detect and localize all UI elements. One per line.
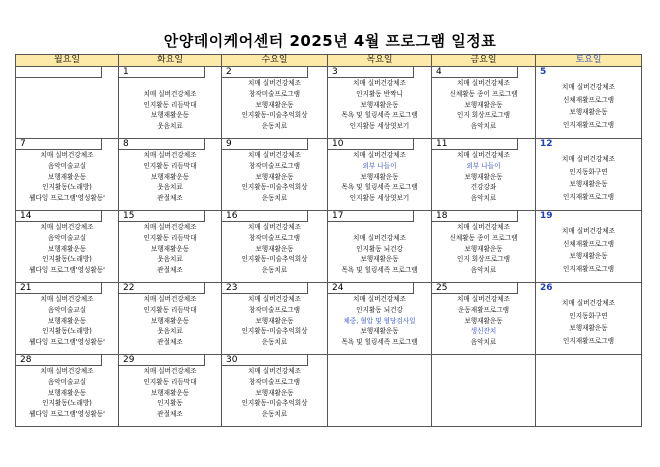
day-cell (16, 139, 119, 211)
program-item: 창작미술프로그램 (249, 89, 300, 98)
day-number: 30 (222, 355, 308, 366)
program-item: 인지 회상프로그램 (456, 111, 511, 120)
program-item: 보행재활운동 (47, 172, 87, 181)
program-item: 인지동화구연 (569, 167, 608, 176)
program-item (328, 222, 431, 233)
program-item: 운동치료 (261, 410, 288, 419)
program-item: 음악치료 (470, 266, 497, 275)
program-item: 보행재활운동 (360, 100, 399, 109)
program-item: 창작미술프로그램 (249, 305, 300, 314)
program-item: 체중, 혈압 및 혈당검사일 (343, 316, 416, 325)
day-number: 29 (119, 355, 205, 366)
day-number: 24 (328, 283, 414, 294)
weekday-tue: 화요일 (119, 55, 222, 67)
program-item: 창작미술프로그램 (249, 377, 300, 386)
program-item: 인지활동 리듬막대 (143, 161, 197, 170)
program-list (432, 294, 535, 348)
program-item: 치매 실버건강체조 (143, 367, 197, 375)
program-item: 보행재활운동 (255, 100, 294, 109)
program-item: 보행재활운동 (150, 388, 190, 397)
program-item: 보행재활운동 (255, 388, 294, 397)
day-number: 19 (536, 211, 622, 222)
day-number: 1 (119, 67, 205, 78)
day-cell (222, 211, 328, 283)
program-item: 생신잔치 (470, 327, 497, 336)
program-item: 보행재활운동 (47, 316, 87, 325)
program-item: 치매 실버건강체조 (352, 79, 407, 87)
program-item: 치매 실버건강체조 (143, 151, 197, 159)
program-item: 목욕 및 힐링세족 프로그램 (341, 183, 418, 192)
program-item: 인지활동 세상엿보기 (349, 122, 410, 131)
program-list (536, 297, 641, 347)
week-row (16, 211, 642, 283)
program-item: 치매 실버건강체조 (456, 79, 511, 87)
program-list (328, 78, 431, 132)
program-list (16, 366, 118, 420)
day-cell (16, 355, 119, 427)
day-number: 4 (432, 67, 518, 78)
day-cell (328, 283, 432, 355)
program-item: 인지활동(노래방) (42, 183, 92, 192)
day-number: 10 (328, 139, 414, 150)
day-number: 25 (432, 283, 518, 294)
day-number: 15 (119, 211, 205, 222)
program-item: 인지활동(노래방) (42, 327, 92, 336)
program-list (432, 222, 535, 276)
day-number: 17 (328, 211, 414, 222)
program-item: 인지재활프로그램 (563, 192, 614, 201)
program-item: 운동치료 (261, 266, 288, 275)
program-item: 운동치료 (261, 194, 288, 203)
program-item: 인지활동 리듬막대 (143, 233, 197, 242)
day-number: 7 (16, 139, 102, 150)
program-item: 치매 실버건강체조 (247, 295, 302, 303)
day-number: 22 (119, 283, 205, 294)
day-number: 11 (432, 139, 518, 150)
program-list (16, 294, 118, 348)
program-item: 인지재활프로그램 (563, 264, 614, 273)
program-item (119, 78, 221, 89)
program-item: 치매 실버건강체조 (352, 233, 407, 242)
program-list (119, 294, 221, 348)
day-cell (16, 283, 119, 355)
program-item: 인지활동-미술추억회상 (241, 183, 308, 192)
program-item: 치매 실버건강체조 (247, 367, 302, 375)
program-item: 보행재활운동 (464, 316, 503, 325)
day-cell (222, 139, 328, 211)
day-cell (119, 211, 222, 283)
day-cell (536, 283, 642, 355)
program-item: 치매 실버건강체조 (40, 223, 94, 231)
program-item: 치매 실버건강체조 (561, 299, 616, 307)
program-item: 신체재활프로그램 (563, 239, 614, 248)
day-number: 12 (536, 139, 622, 150)
program-item: 보행재활운동 (464, 244, 503, 253)
program-item: 치매 실버건강체조 (143, 223, 197, 231)
program-item: 치매 실버건강체조 (352, 295, 407, 303)
program-item: 치매 실버건강체조 (143, 295, 197, 303)
program-list (222, 78, 327, 132)
program-item: 인지활동(노래방) (42, 255, 92, 264)
day-cell (119, 283, 222, 355)
program-item: 치매 실버건강체조 (143, 89, 197, 98)
day-cell (328, 211, 432, 283)
program-item: 창작미술프로그램 (249, 161, 300, 170)
day-cell (222, 283, 328, 355)
program-list (119, 150, 221, 204)
program-item: 관절체조 (157, 194, 183, 203)
program-item: 음악미술교실 (47, 377, 87, 386)
program-item: 보행재활운동 (464, 172, 503, 181)
day-cell (536, 211, 642, 283)
program-item: 웃음치료 (157, 183, 183, 192)
program-item: 관절체조 (157, 266, 183, 275)
day-number: 23 (222, 283, 308, 294)
program-item: 음악치료 (470, 122, 497, 131)
program-item: 보행재활운동 (360, 327, 399, 336)
program-item: 인지활동 뇌건강 (356, 305, 403, 314)
week-row (16, 355, 642, 427)
program-item: 인지활동-미술추억회상 (241, 255, 308, 264)
program-item: 보행재활운동 (360, 172, 399, 181)
program-list (328, 222, 431, 276)
program-item: 관절체조 (157, 410, 183, 419)
program-item: 인지활동 리듬막대 (143, 377, 197, 386)
program-list (222, 222, 327, 276)
day-cell (222, 67, 328, 139)
program-item: 인지활동 리듬막대 (143, 305, 197, 314)
program-item: 인지활동-미술추억회상 (241, 399, 308, 408)
program-list (119, 78, 221, 132)
program-item: 인지활동-미술추억회상 (241, 327, 308, 336)
program-item: 치매 실버건강체조 (40, 367, 94, 375)
day-number: 9 (222, 139, 308, 150)
day-number: 5 (536, 67, 622, 78)
program-item: 치매 실버건강체조 (561, 83, 616, 91)
program-item: 인지활동 뇌건강 (356, 244, 403, 253)
program-item: 웰다잉 프로그램'영성활동' (29, 410, 105, 419)
program-item: 창작미술프로그램 (249, 233, 300, 242)
weekday-header-row (16, 55, 642, 67)
week-row (16, 139, 642, 211)
day-number: 18 (432, 211, 518, 222)
day-cell (536, 355, 642, 427)
program-list (432, 78, 535, 132)
program-item: 보행재활운동 (360, 255, 399, 264)
program-list (222, 150, 327, 204)
program-item: 목욕 및 힐링세족 프로그램 (341, 111, 418, 120)
day-number: 21 (16, 283, 102, 294)
program-list (536, 81, 641, 131)
program-item: 웃음치료 (157, 327, 183, 336)
program-item: 보행재활운동 (464, 100, 503, 109)
day-cell (328, 139, 432, 211)
program-item: 웰다잉 프로그램'영성활동' (29, 266, 105, 275)
day-cell (16, 67, 119, 139)
day-cell (16, 211, 119, 283)
program-list (536, 153, 641, 203)
day-number: 2 (222, 67, 308, 78)
program-item: 인지 회상프로그램 (456, 255, 511, 264)
program-item: 인지활동-미술추억회상 (241, 111, 308, 120)
program-list (119, 222, 221, 276)
program-item: 목욕 및 힐링세족 프로그램 (341, 338, 418, 347)
program-item: 치매 실버건강체조 (247, 79, 302, 87)
program-item: 인지활동(노래방) (42, 399, 92, 408)
program-item: 관절체조 (157, 338, 183, 347)
day-cell (328, 355, 432, 427)
program-item: 보행재활운동 (255, 172, 294, 181)
program-item: 운동치료 (261, 122, 288, 131)
program-item: 보행재활운동 (569, 180, 608, 188)
program-item: 보행재활운동 (150, 316, 190, 325)
program-item: 보행재활운동 (569, 252, 608, 260)
weekday-sat: 토요일 (536, 55, 642, 67)
program-item: 보행재활운동 (150, 244, 190, 253)
program-item: 치매 실버건강체조 (40, 151, 94, 159)
program-item: 인지활동 (157, 399, 183, 408)
day-cell (119, 67, 222, 139)
day-cell (536, 139, 642, 211)
day-cell (432, 283, 536, 355)
program-item: 음악미술교실 (47, 305, 87, 314)
program-item: 치매 실버건강체조 (40, 295, 94, 303)
program-item: 인지재활프로그램 (563, 120, 614, 129)
program-item: 치매 실버건강체조 (561, 155, 616, 163)
day-number: 28 (16, 355, 102, 366)
program-item: 웃음치료 (157, 122, 183, 131)
program-item: 인지활동 리듬막대 (143, 100, 197, 109)
day-cell (328, 67, 432, 139)
day-cell (222, 355, 328, 427)
program-list (222, 366, 327, 420)
program-item: 신체재활프로그램 (563, 95, 614, 104)
program-item: 인지동화구연 (569, 311, 608, 320)
day-cell (536, 67, 642, 139)
program-list (328, 150, 431, 204)
calendar-body (16, 67, 642, 427)
program-item: 운동재활프로그램 (458, 305, 509, 314)
day-number: 16 (222, 211, 308, 222)
program-item: 치매 실버건강체조 (561, 227, 616, 235)
weekday-mon: 월요일 (16, 55, 119, 67)
program-item: 웃음치료 (157, 255, 183, 264)
program-item: 치매 실버건강체조 (247, 223, 302, 231)
day-number: 26 (536, 283, 622, 294)
weekday-wed: 수요일 (222, 55, 328, 67)
program-list (16, 222, 118, 276)
day-number: 3 (328, 67, 414, 78)
program-list (536, 225, 641, 275)
program-item: 인지재활프로그램 (563, 336, 614, 345)
program-list (222, 294, 327, 348)
program-item: 보행재활운동 (569, 324, 608, 332)
weekday-thu: 목요일 (328, 55, 432, 67)
program-item: 신체활동 종이 프로그램 (449, 89, 518, 98)
program-list (432, 150, 535, 204)
program-item: 보행재활운동 (255, 244, 294, 253)
weekday-fri: 금요일 (432, 55, 536, 67)
program-item: 치매 실버건강체조 (456, 151, 511, 159)
program-item: 목욕 및 힐링세족 프로그램 (341, 266, 418, 275)
day-number (16, 67, 102, 78)
program-list (16, 150, 118, 204)
day-cell (119, 139, 222, 211)
week-row (16, 67, 642, 139)
program-item: 치매 실버건강체조 (247, 151, 302, 159)
program-item: 웰다잉 프로그램'영성활동' (29, 194, 105, 203)
program-list (119, 366, 221, 420)
calendar-table (15, 54, 642, 427)
program-item: 보행재활운동 (47, 388, 87, 397)
program-item: 외부 나들이 (362, 161, 397, 170)
program-item: 보행재활운동 (150, 172, 190, 181)
program-item: 웰다잉 프로그램'영성활동' (29, 338, 105, 347)
day-cell (432, 139, 536, 211)
program-item: 외부 나들이 (466, 161, 501, 170)
program-item: 음악치료 (470, 338, 497, 347)
program-item: 보행재활운동 (150, 111, 190, 120)
program-item: 치매 실버건강체조 (352, 151, 407, 159)
program-item: 보행재활운동 (47, 244, 87, 253)
day-cell (119, 355, 222, 427)
program-item: 보행재활운동 (255, 316, 294, 325)
day-number: 14 (16, 211, 102, 222)
week-row (16, 283, 642, 355)
program-item: 인지활동 반짝니 (356, 89, 403, 98)
program-item: 보행재활운동 (569, 108, 608, 116)
page-title: 안양데이케어센터 2025년 4월 프로그램 일정표 (163, 32, 497, 50)
program-item: 건강강좌 (470, 183, 497, 192)
day-cell (432, 211, 536, 283)
program-item: 운동치료 (261, 338, 288, 347)
day-cell (432, 67, 536, 139)
day-cell (432, 355, 536, 427)
day-number: 8 (119, 139, 205, 150)
program-item: 신체활동 종이 프로그램 (449, 233, 518, 242)
program-item: 음악미술교실 (47, 233, 87, 242)
program-item: 음악치료 (470, 194, 497, 203)
program-item: 인지활동 세상엿보기 (349, 194, 410, 203)
program-list (328, 294, 431, 348)
program-item: 치매 실버건강체조 (456, 295, 511, 303)
program-item: 음악미술교실 (47, 161, 87, 170)
program-item: 치매 실버건강체조 (456, 223, 511, 231)
